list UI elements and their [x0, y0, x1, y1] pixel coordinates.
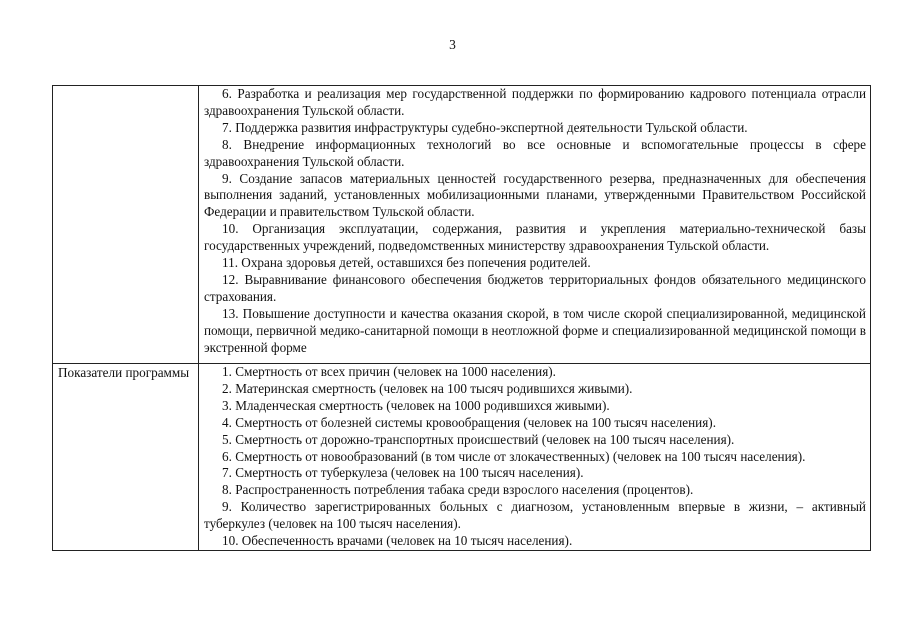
indicator-item: 2. Материнская смертность (человек на 100 тысяч родившихся живыми).: [222, 380, 633, 396]
task-item: 13. Повышение доступности и качества оказания скорой, в том числе скорой специализированной, медицинской помощи, первичной медико-санитарной помощи в неотложной форме и специализированной медицинской помощи в экстренной форме: [204, 305, 866, 355]
indicators-label-cell: [53, 364, 199, 551]
task-item: 12. Выравнивание финансового обеспечения бюджетов территориальных фондов обязательного медицинского страхования.: [204, 271, 866, 304]
indicator-item: 7. Смертность от туберкулеза (человек на 100 тысяч населения).: [222, 465, 584, 481]
tasks-content-cell: [199, 86, 871, 364]
indicator-item: 10. Обеспеченность врачами (человек на 10 тысяч населения).: [222, 533, 573, 549]
program-passport-table: [52, 85, 871, 551]
task-item: 10. Организация эксплуатации, содержания, развития и укрепления материально-технической базы государственных учреждений, подведомственных министерству здравоохранения Тульской области.: [204, 221, 866, 254]
task-item: 6. Разработка и реализация мер государственной поддержки по формированию кадрового потенциала отрасли здравоохранения Тульской области.: [204, 86, 866, 118]
indicator-item: 5. Смертность от дорожно-транспортных происшествий (человек на 100 тысяч населения).: [222, 431, 735, 447]
tasks-label-cell: [53, 86, 199, 364]
indicator-item: 9. Количество зарегистрированных больных с диагнозом, установленным впервые в жизни, – активный туберкулез (человек на 100 тысяч населения).: [204, 499, 866, 532]
indicators-row: [53, 364, 871, 551]
task-item: 11. Охрана здоровья детей, оставшихся без попечения родителей.: [222, 255, 591, 271]
indicators-content-cell: [199, 364, 871, 551]
indicators-label: Показатели программы: [58, 365, 190, 380]
indicator-item: 8. Распространенность потребления табака среди взрослого населения (процентов).: [222, 482, 694, 498]
indicator-item: 6. Смертность от новообразований (в том числе от злокачественных) (человек на 100 тысяч населения).: [222, 448, 806, 464]
task-item: 9. Создание запасов материальных ценностей государственного резерва, предназначенных для обеспечения выполнения заданий, установленных мобилизационными планами, утвержденными Правительством Российской Федерации и правительством Тульской области.: [204, 170, 866, 220]
indicator-item: 4. Смертность от болезней системы кровообращения (человек на 100 тысяч населения).: [222, 414, 716, 430]
task-item: 7. Поддержка развития инфраструктуры судебно-экспертной деятельности Тульской области.: [222, 119, 748, 135]
page-number: 3: [449, 37, 456, 52]
tasks-row: [53, 86, 871, 364]
tasks-label: [53, 86, 198, 87]
indicator-item: 1. Смертность от всех причин (человек на 1000 населения).: [222, 364, 556, 379]
indicator-item: 3. Младенческая смертность (человек на 1000 родившихся живыми).: [222, 397, 610, 413]
task-item: 8. Внедрение информационных технологий во все основные и вспомогательные процессы в сфере здравоохранения Тульской области.: [204, 136, 866, 169]
